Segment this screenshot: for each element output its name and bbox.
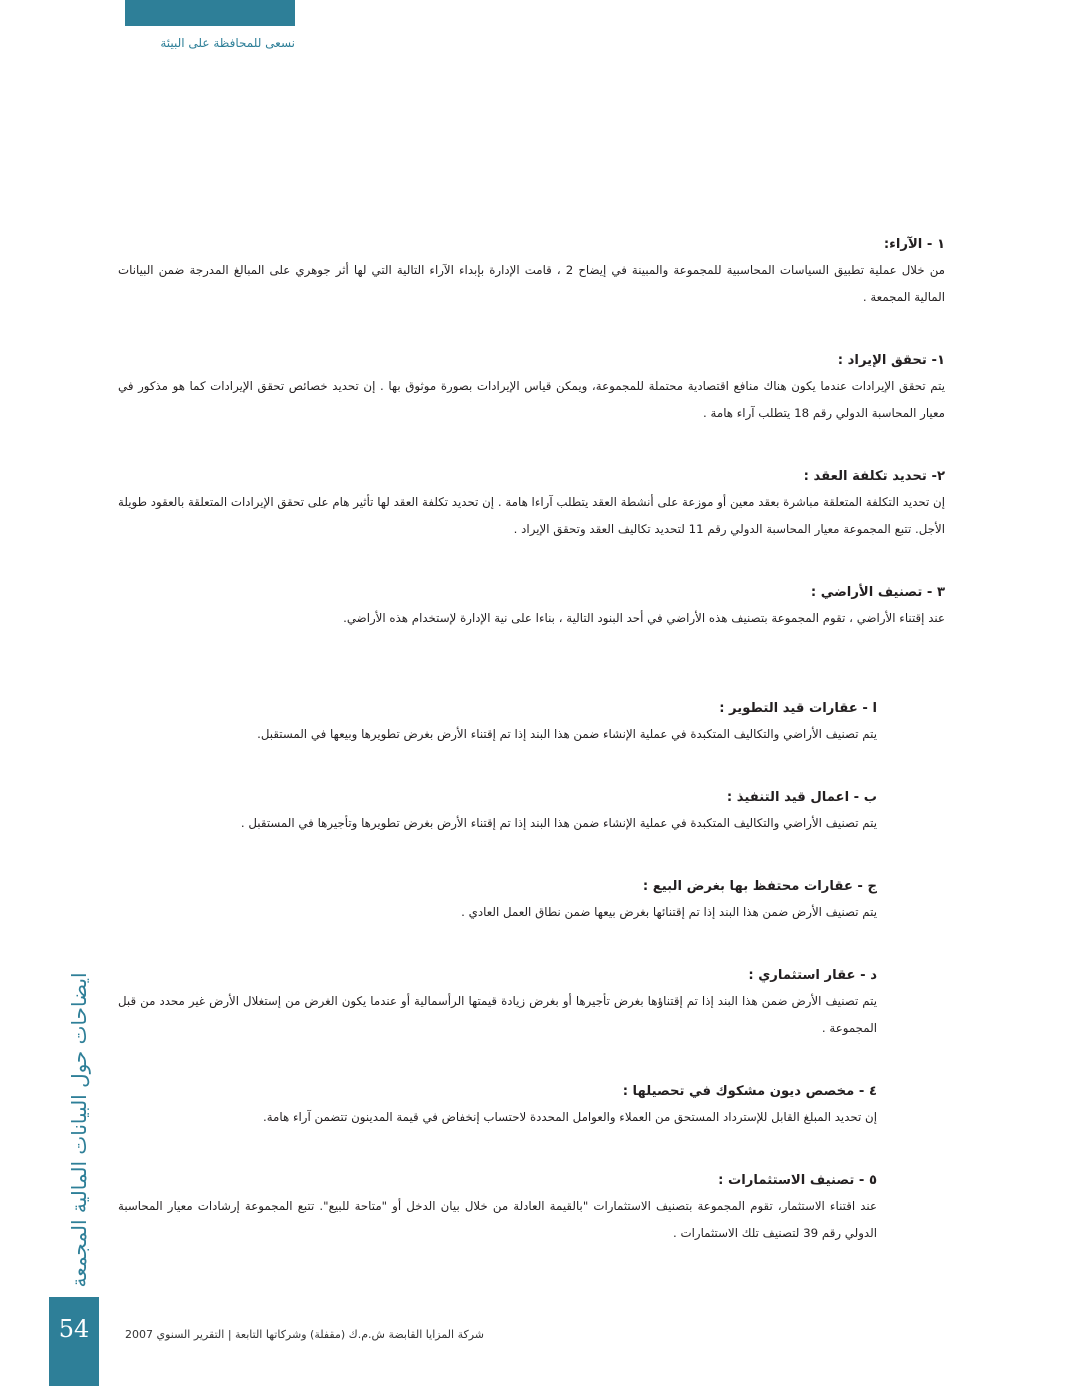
section-held-for-sale — [118, 875, 877, 926]
section-body: يتم تصنيف الأرض ضمن هذا البند إذا تم إقتناؤها بغرض تأجيرها أو بغرض زيادة قيمتها الرأسمالية أو عندما يكون الغرض من إستغلال الأرض غير محدد من قبل المجموعة . — [118, 994, 877, 1035]
section-body: إن تحديد التكلفة المتعلقة مباشرة بعقد معين أو موزعة على أنشطة العقد يتطلب آراءا هامة . إن تحديد تكلفة العقد لها تأثير هام على تحقق الإيرادات المتعلقة بالعقود طويلة الأجل. تتبع المجموعة معيار المحاسبة الدولي رقم 11 لتحديد تكاليف العقد وتحقق الإيراد . — [118, 495, 945, 536]
section-land-classification — [118, 581, 945, 632]
section-revenue — [118, 349, 945, 427]
section-title: د - عقار استثماري : — [748, 968, 877, 983]
side-section-title — [49, 972, 109, 1288]
section-doubtful-debts — [118, 1080, 877, 1131]
page-number: 54 — [58, 1315, 90, 1343]
section-title: ١- تحقق الإيراد : — [837, 353, 945, 368]
side-title-text: ايضاحات حول البيانات المالية المجمعة — [67, 972, 91, 1288]
header-color-bar — [125, 0, 295, 26]
page-content — [118, 228, 945, 1247]
section-title: ٤ - مخصص ديون مشكوك في تحصيلها : — [622, 1084, 877, 1099]
section-under-development — [118, 697, 877, 748]
section-title: ٥ - تصنيف الاستثمارات : — [718, 1173, 877, 1188]
section-title: ١ - الآراء: — [883, 237, 945, 252]
section-body: يتم تصنيف الأراضي والتكاليف المتكبدة في عملية الإنشاء ضمن هذا البند إذا تم إقتناء الأرض بغرض تطويرها وبيعها في المستقبل. — [257, 727, 877, 741]
section-title: ب - اعمال قيد التنفيذ : — [726, 790, 877, 805]
section-body: عند اقتناء الاستثمار، تقوم المجموعة بتصنيف الاستثمارات "بالقيمة العادلة من خلال بيان الدخل أو "متاحة للبيع". تتبع المجموعة إرشادات معيار المحاسبة الدولي رقم 39 لتصنيف تلك الاستثمارات . — [118, 1199, 877, 1240]
section-body: يتم تحقق الإيرادات عندما يكون هناك منافع اقتصادية محتملة للمجموعة، ويمكن قياس الإيرادات بصورة موثوق بها . إن تحديد خصائص تحقق الإيرادات كما هو مذكور في معيار المحاسبة الدولي رقم 18 يتطلب آراء هامة . — [118, 379, 945, 420]
section-body: عند إقتناء الأراضي ، تقوم المجموعة بتصنيف هذه الأراضي في أحد البنود التالية ، بناءا على نية الإدارة لإستخدام هذه الأراضي. — [343, 611, 945, 625]
section-title: ٣ - تصنيف الأراضي : — [810, 585, 945, 600]
section-title: ا - عقارات قيد التطوير : — [719, 701, 877, 716]
header-tagline: نسعى للمحافظة على البيئة — [160, 36, 295, 50]
section-body: يتم تصنيف الأرض ضمن هذا البند إذا تم إقتنائها بغرض بيعها ضمن نطاق العمل العادي . — [461, 905, 877, 919]
page-number-box — [49, 1297, 99, 1386]
section-body: يتم تصنيف الأراضي والتكاليف المتكبدة في عملية الإنشاء ضمن هذا البند إذا تم إقتناء الأرض بغرض تطويرها وتأجيرها في المستقبل . — [240, 816, 877, 830]
footer-text: شركة المزايا القابضة ش.م.ك (مقفلة) وشركاتها التابعة | التقرير السنوي 2007 — [125, 1328, 484, 1341]
section-investment-classification — [118, 1169, 877, 1247]
section-title: ٢- تحديد تكلفة العقد : — [803, 469, 945, 484]
section-body: إن تحديد المبلغ القابل للإسترداد المستحق من العملاء والعوامل المحددة لاحتساب إنخفاض في قيمة المدينون تتضمن آراء هامة. — [262, 1110, 877, 1124]
section-contract-cost — [118, 465, 945, 543]
section-opinions — [118, 233, 945, 311]
section-under-execution — [118, 786, 877, 837]
section-body: من خلال عملية تطبيق السياسات المحاسبية للمجموعة والمبينة في إيضاح 2 ، قامت الإدارة بإبداء الآراء التالية التي لها أثر جوهري على المبالغ المدرجة ضمن البيانات المالية المجمعة . — [118, 263, 945, 304]
section-title: ج - عقارات محتفظ بها بغرض البيع : — [642, 879, 877, 894]
section-investment-property — [118, 964, 877, 1042]
